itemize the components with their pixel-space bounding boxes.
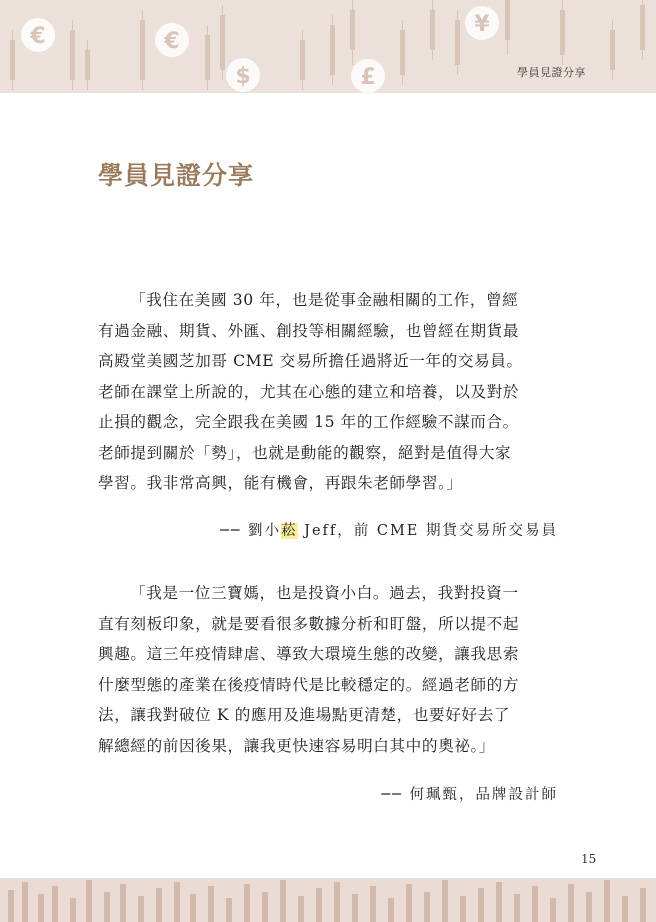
highlighted-character: 菘 — [281, 523, 298, 539]
text-line: 什麼型態的產業在後疫情時代是比較穩定的。經過老師的方 — [98, 675, 520, 694]
page-title: 學員見證分享 — [98, 161, 255, 190]
footer-candlestick-pattern — [0, 878, 656, 922]
text-line: 直有刻板印象，就是要看很多數據分析和盯盤，所以提不起 — [98, 614, 520, 633]
text-line: 學習。我非常高興，能有機會，再跟朱老師學習。」 — [98, 474, 463, 492]
text-line: 興趣。這三年疫情肆虐、導致大環境生態的改變，讓我思索 — [98, 645, 520, 663]
testimonial-1-text — [98, 285, 558, 499]
text-line: 法，讓我對破位 K 的應用及進場點更清楚，也要好好去了 — [98, 706, 511, 724]
svg-text:¥: ¥ — [474, 12, 490, 37]
footer-banner — [0, 878, 656, 922]
text-line: 老師提到關於「勢」，也就是動能的觀察，絕對是值得大家 — [98, 443, 512, 462]
testimonial-1-attribution — [220, 519, 558, 540]
text-line: 「我是一位三寶媽，也是投資小白。過去，我對投資一 — [130, 584, 519, 602]
testimonial-2-text — [98, 578, 558, 761]
svg-text:€: € — [164, 29, 180, 54]
svg-text:€: € — [30, 24, 46, 49]
text-line: 老師在課堂上所說的，尤其在心態的建立和培養，以及對於 — [98, 382, 520, 401]
attribution-suffix: Jeff，前 CME 期貨交易所交易員 — [297, 523, 558, 539]
svg-text:$: $ — [235, 64, 251, 89]
text-line: 「我住在美國 30 年，也是從事金融相關的工作，曾經 — [130, 291, 519, 309]
svg-text:£: £ — [360, 65, 376, 90]
header-banner — [0, 0, 656, 93]
testimonial-2-attribution: ── 何珮甄，品牌設計師 — [381, 787, 558, 803]
text-line: 止損的觀念，完全跟我在美國 15 年的工作經驗不謀而合。 — [98, 413, 519, 431]
page-number: 15 — [581, 852, 597, 866]
running-head: 學員見證分享 — [517, 66, 586, 79]
text-line: 高殿堂美國芝加哥 CME 交易所擔任過將近一年的交易員。 — [98, 352, 523, 370]
text-line: 解總經的前因後果，讓我更快速容易明白其中的奧祕。」 — [98, 736, 496, 755]
text-line: 有過金融、期貨、外匯、創投等相關經驗，也曾經在期貨最 — [98, 321, 520, 340]
attribution-prefix: ── 劉小 — [219, 523, 282, 539]
